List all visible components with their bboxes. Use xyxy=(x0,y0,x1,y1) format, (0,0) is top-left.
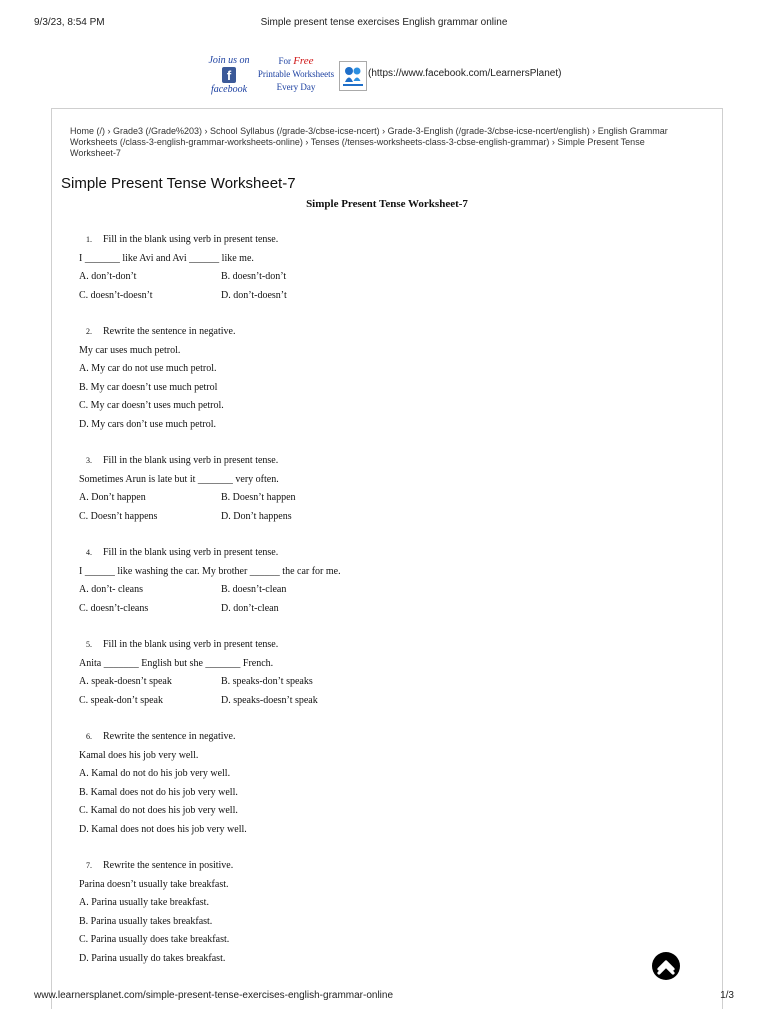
answer-option: B. Kamal does not do his job very well. xyxy=(79,786,238,798)
facebook-link[interactable]: (https://www.facebook.com/LearnersPlanet) xyxy=(368,68,562,79)
free-text: Free xyxy=(293,55,314,67)
instruction-text: Fill in the blank using verb in present tense. xyxy=(103,234,279,245)
question-number: 1. xyxy=(86,235,92,244)
learners-planet-logo[interactable] xyxy=(339,61,367,91)
question-sentence: Parina doesn’t usually take breakfast. xyxy=(79,878,229,890)
answer-option: C. Parina usually does take breakfast. xyxy=(79,934,230,946)
answer-option: A. Kamal do not do his job very well. xyxy=(79,768,231,780)
question-instruction xyxy=(86,234,278,245)
question-instruction xyxy=(86,731,235,742)
question-instruction xyxy=(86,639,278,650)
instruction-text: Fill in the blank using verb in present tense. xyxy=(103,639,279,650)
answer-option: A. don’t-don’t xyxy=(79,271,137,283)
free-worksheets-promo xyxy=(255,55,337,94)
answer-option: A. Parina usually take breakfast. xyxy=(79,897,209,909)
answer-option: C. My car doesn’t uses much petrol. xyxy=(79,400,224,412)
instruction-text: Rewrite the sentence in negative. xyxy=(103,731,236,742)
question-instruction xyxy=(86,860,233,871)
print-footer xyxy=(34,990,734,1004)
question-sentence: Sometimes Arun is late but it _______ very often. xyxy=(79,473,279,485)
answer-option: B. Parina usually takes breakfast. xyxy=(79,915,213,927)
facebook-text: facebook xyxy=(210,84,248,95)
content-card xyxy=(51,108,723,1009)
answer-option: D. don’t-doesn’t xyxy=(221,289,287,301)
answer-option: B. Doesn’t happen xyxy=(221,492,296,504)
print-page-title: Simple present tense exercises English grammar online xyxy=(260,17,508,28)
facebook-icon: f xyxy=(222,67,236,83)
answer-option: D. Don’t happens xyxy=(221,510,292,522)
answer-option: D. don’t-clean xyxy=(221,602,279,614)
printable-text: Printable Worksheets xyxy=(257,69,335,79)
question-number: 3. xyxy=(86,456,92,465)
answer-option: D. Kamal does not does his job very well. xyxy=(79,824,247,835)
print-url: www.learnersplanet.com/simple-present-tense-exercises-english-grammar-online xyxy=(34,990,394,1001)
answer-option: C. Doesn’t happens xyxy=(79,510,158,522)
question-sentence: Kamal does his job very well. xyxy=(79,749,199,761)
answer-option: A. Don’t happen xyxy=(79,492,146,504)
answer-option: A. don’t- cleans xyxy=(79,584,143,596)
question-instruction xyxy=(86,547,278,558)
instruction-text: Rewrite the sentence in positive. xyxy=(103,860,234,871)
answer-option: C. speak-don’t speak xyxy=(79,694,163,706)
answer-option: D. My cars don’t use much petrol. xyxy=(79,419,217,430)
question-sentence: My car uses much petrol. xyxy=(79,344,181,356)
question-sentence: I ______ like washing the car. My brother ______ the car for me. xyxy=(79,565,341,577)
question-number: 6. xyxy=(86,732,92,741)
question-instruction xyxy=(86,326,235,337)
answer-option: B. speaks-don’t speaks xyxy=(221,676,313,688)
question-instruction xyxy=(86,455,278,466)
for-text: For xyxy=(278,56,291,66)
print-datetime: 9/3/23, 8:54 PM xyxy=(34,17,105,28)
page-title: Simple Present Tense Worksheet-7 xyxy=(61,175,296,192)
question-number: 2. xyxy=(86,327,92,336)
worksheet-title: Simple Present Tense Worksheet-7 xyxy=(306,198,468,210)
answer-option: B. My car doesn’t use much petrol xyxy=(79,381,218,393)
answer-option: D. Parina usually do takes breakfast. xyxy=(79,953,226,964)
answer-option: C. doesn’t-cleans xyxy=(79,602,149,614)
question-number: 5. xyxy=(86,640,92,649)
scroll-to-top-button[interactable] xyxy=(652,952,680,980)
instruction-text: Rewrite the sentence in negative. xyxy=(103,326,236,337)
question-sentence: I _______ like Avi and Avi ______ like me. xyxy=(79,252,254,264)
instruction-text: Fill in the blank using verb in present tense. xyxy=(103,455,279,466)
answer-option: D. speaks-doesn’t speak xyxy=(221,694,318,706)
every-day-text: Every Day xyxy=(276,82,316,92)
instruction-text: Fill in the blank using verb in present tense. xyxy=(103,547,279,558)
learners-planet-logo-icon xyxy=(340,62,366,90)
answer-option: A. speak-doesn’t speak xyxy=(79,676,172,688)
answer-option: B. doesn’t-don’t xyxy=(221,271,287,283)
chevron-up-icon xyxy=(652,952,680,980)
breadcrumb[interactable]: Home (/) › Grade3 (/Grade%203) › School Syllabus (/grade-3/cbse-icse-ncert) › Grade-3-English (/grade-3/cbse-icse-ncert/english) › English Grammar Worksheets (/class-3-english-grammar-worksheets-online) › Tenses (/tenses-worksheets-class-3-cbse-english-grammar) › Simple Present Tense Worksheet-7 xyxy=(70,126,668,158)
answer-option: C. doesn’t-doesn’t xyxy=(79,289,153,301)
answer-option: A. My car do not use much petrol. xyxy=(79,363,217,375)
question-sentence: Anita _______ English but she _______ French. xyxy=(79,657,274,669)
question-number: 4. xyxy=(86,548,92,557)
answer-option: C. Kamal do not does his job very well. xyxy=(79,805,238,817)
join-facebook-badge[interactable] xyxy=(205,54,253,96)
answer-option: B. doesn’t-clean xyxy=(221,584,287,596)
print-header xyxy=(34,17,734,31)
page-number: 1/3 xyxy=(720,990,734,1001)
question-number: 7. xyxy=(86,861,92,870)
join-us-text: Join us on xyxy=(208,55,250,66)
